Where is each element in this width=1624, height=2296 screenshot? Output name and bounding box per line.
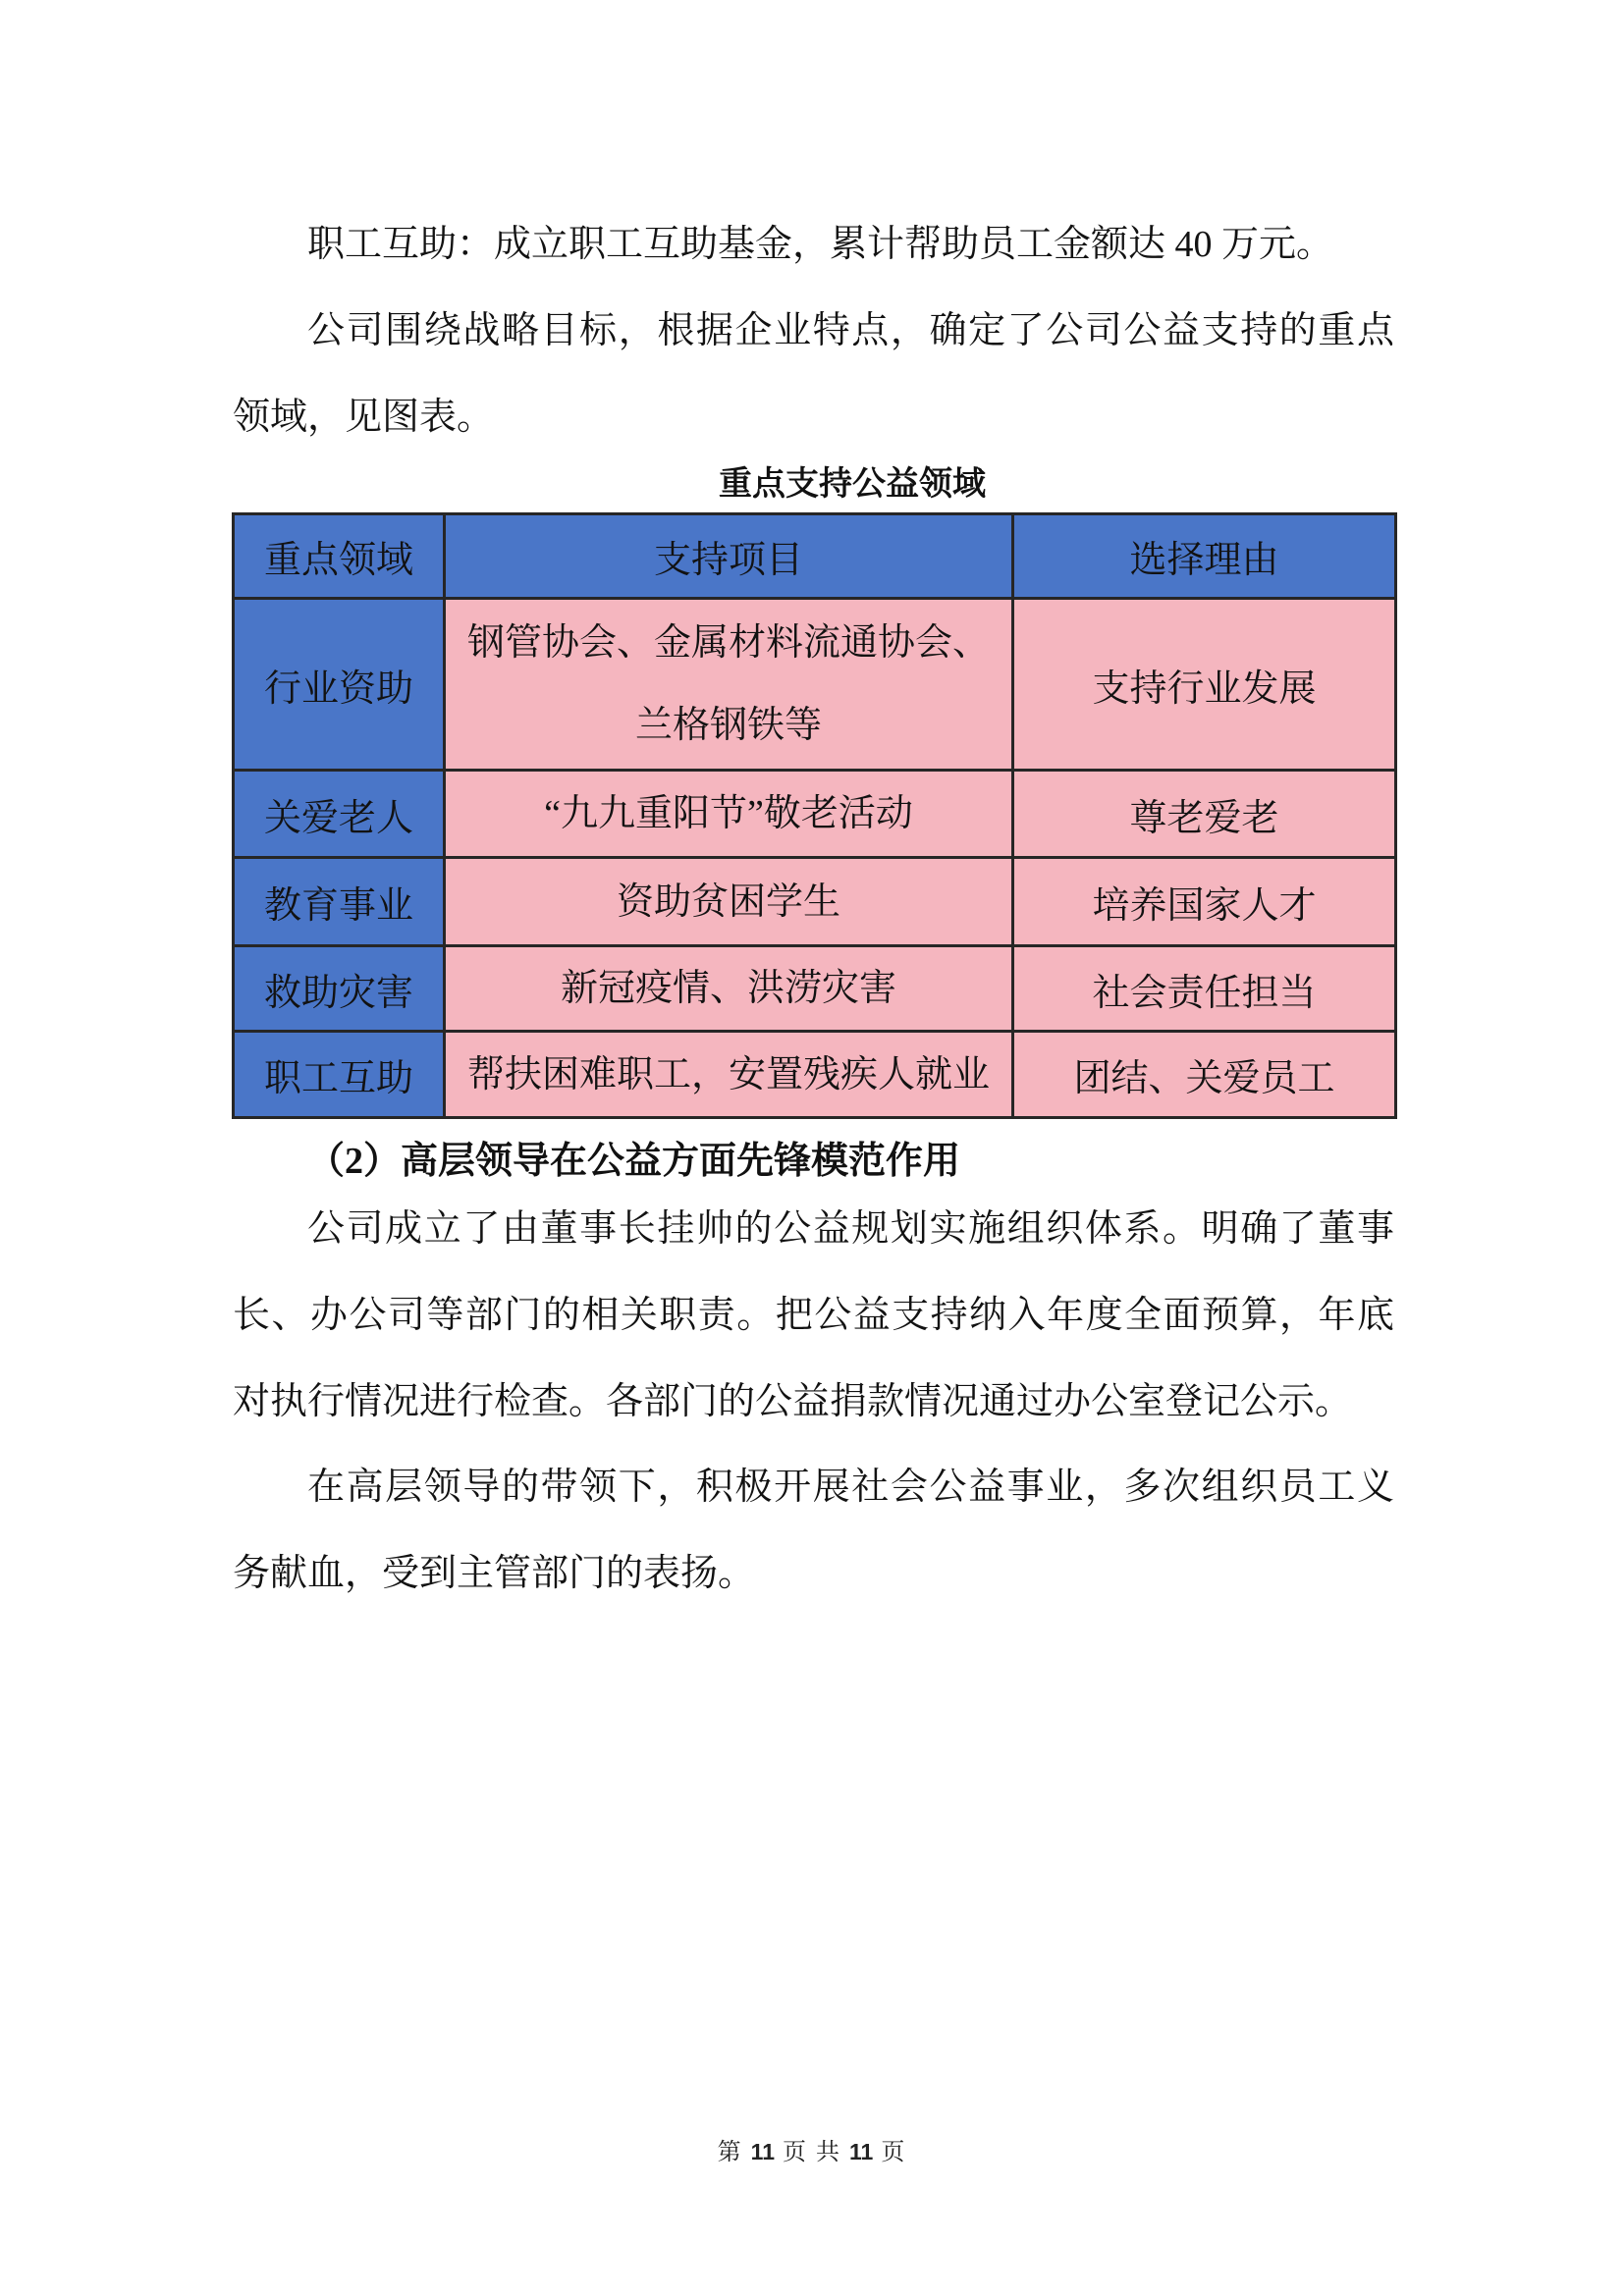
text-line: 长、办公司等部门的相关职责。把公益支持纳入年度全面预算，年底	[233, 1295, 1394, 1336]
paragraph-leadership	[233, 1444, 1394, 1617]
table-title: 重点支持公益领域	[719, 466, 986, 503]
cell-area: 关爱老人	[234, 771, 445, 858]
cell-area: 救助灾害	[234, 946, 445, 1032]
header-cell-reason: 选择理由	[1013, 514, 1396, 599]
table-row	[234, 599, 1396, 771]
text-line: 公司成立了由董事长挂帅的公益规划实施组织体系。明确了董事	[307, 1208, 1394, 1250]
paragraph-strategy	[233, 288, 1394, 460]
table-header-row	[234, 514, 1396, 599]
paragraph-organization	[233, 1186, 1394, 1445]
cell-project	[445, 1032, 1013, 1118]
cell-project	[445, 771, 1013, 858]
cell-reason: 培养国家人才	[1013, 858, 1396, 946]
table-row	[234, 1032, 1396, 1118]
cell-line: 新冠疫情、洪涝灾害	[560, 968, 896, 1009]
cell-project	[445, 946, 1013, 1032]
text-line: 职工互助：成立职工互助基金，累计帮助员工金额达 40 万元。	[307, 224, 1334, 265]
public-welfare-table	[232, 512, 1397, 1119]
cell-area: 行业资助	[234, 599, 445, 771]
text-line: 在高层领导的带领下，积极开展社会公益事业，多次组织员工义	[307, 1467, 1394, 1508]
cell-project	[445, 599, 1013, 771]
footer-label: 页	[881, 2140, 907, 2165]
footer-label: 第	[717, 2140, 743, 2165]
cell-line: 帮扶困难职工，安置残疾人就业	[466, 1053, 990, 1095]
cell-reason: 社会责任担当	[1013, 946, 1396, 1032]
cell-reason: 支持行业发展	[1013, 599, 1396, 771]
cell-area: 职工互助	[234, 1032, 445, 1118]
cell-line: 钢管协会、金属材料流通协会、	[466, 622, 990, 664]
header-cell-project: 支持项目	[445, 514, 1013, 599]
page-number: 11	[750, 2139, 775, 2164]
cell-project	[445, 858, 1013, 946]
section-heading: （2）高层领导在公益方面先锋模范作用	[307, 1141, 961, 1182]
table-row	[234, 858, 1396, 946]
cell-reason: 尊老爱老	[1013, 771, 1396, 858]
cell-line: 资助贫困学生	[616, 881, 840, 923]
cell-line: 兰格钢铁等	[634, 705, 822, 746]
page-footer	[0, 2136, 1624, 2167]
total-pages: 11	[849, 2139, 874, 2164]
header-cell-area: 重点领域	[234, 514, 445, 599]
text-line: 对执行情况进行检查。各部门的公益捐款情况通过办公室登记公示。	[233, 1381, 1353, 1422]
cell-area: 教育事业	[234, 858, 445, 946]
table-row	[234, 771, 1396, 858]
cell-reason: 团结、关爱员工	[1013, 1032, 1396, 1118]
text-line: 公司围绕战略目标，根据企业特点，确定了公司公益支持的重点	[307, 310, 1394, 351]
footer-label: 页	[783, 2140, 808, 2165]
cell-line: “九九重阳节”敬老活动	[544, 793, 913, 834]
footer-label: 共	[816, 2140, 841, 2165]
text-line: 领域，见图表。	[233, 397, 495, 438]
table-row	[234, 946, 1396, 1032]
text-line: 务献血，受到主管部门的表扬。	[233, 1553, 756, 1594]
paragraph-worker-mutual-aid	[233, 201, 1394, 288]
